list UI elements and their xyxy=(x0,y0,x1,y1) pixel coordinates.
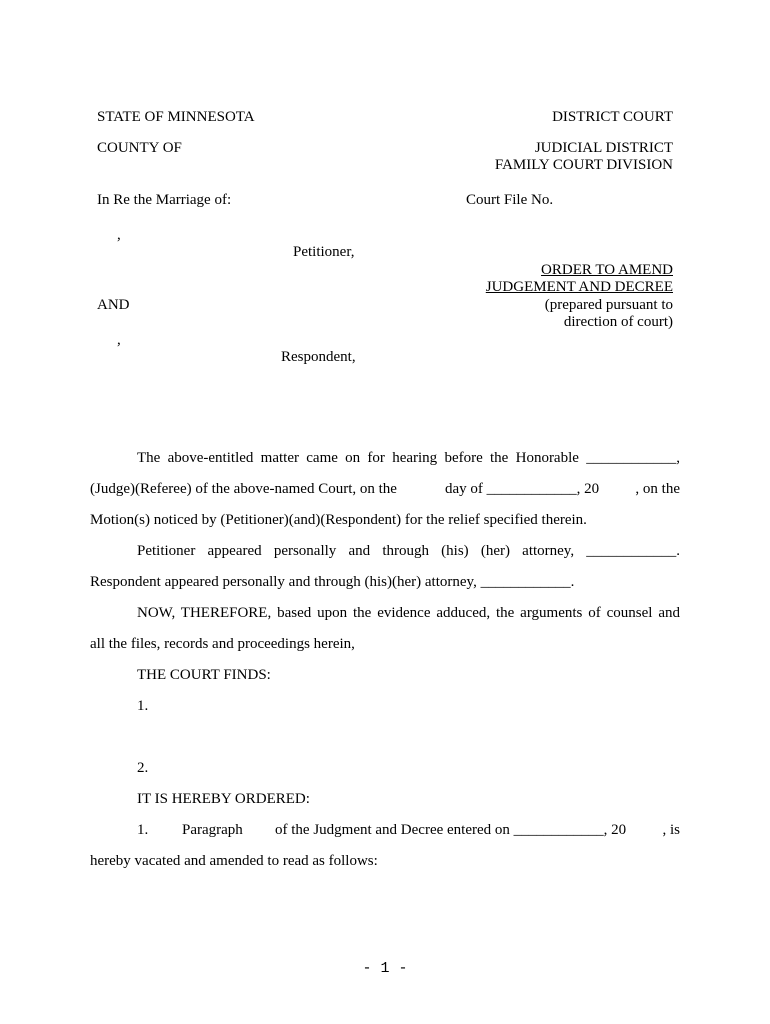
word: came xyxy=(306,450,338,466)
order-1-line-2: hereby vacated and amended to read as follows: xyxy=(90,853,378,869)
word: the xyxy=(490,450,509,466)
court-file-no: Court File No. xyxy=(466,192,554,208)
paragraph-1-line-2c: , on the xyxy=(635,481,680,497)
word: personally xyxy=(273,543,337,559)
word: before xyxy=(444,450,483,466)
petitioner-label: Petitioner, xyxy=(293,244,355,260)
respondent-label: Respondent, xyxy=(281,349,356,365)
attorney-blank: ____________. xyxy=(586,543,680,559)
order-1-text-end: , is xyxy=(662,822,680,838)
word: Honorable xyxy=(515,450,579,466)
title-line-2: JUDGEMENT AND DECREE xyxy=(485,279,673,295)
word: hearing xyxy=(392,450,438,466)
paragraph-2-line-1 xyxy=(137,542,680,560)
court-name: DISTRICT COURT xyxy=(552,109,673,125)
and-label: AND xyxy=(97,297,130,313)
word: The xyxy=(137,450,161,466)
title-line-4: direction of court) xyxy=(563,314,673,330)
order-1-paragraph-word: Paragraph xyxy=(182,822,243,838)
finding-2: 2. xyxy=(137,760,149,776)
finding-1: 1. xyxy=(137,698,149,714)
title-line-1: ORDER TO AMEND xyxy=(541,262,673,278)
order-1-text: of the Judgment and Decree entered on ____________, 20 xyxy=(275,822,627,838)
paragraph-1-line-3: Motion(s) noticed by (Petitioner)(and)(Respondent) for the relief specified therein. xyxy=(90,512,587,528)
ordered-heading: IT IS HEREBY ORDERED: xyxy=(137,791,310,807)
county-label: COUNTY OF xyxy=(97,140,182,156)
state-name: STATE OF MINNESOTA xyxy=(97,109,255,125)
word: on xyxy=(345,450,361,466)
paragraph-3-line-2: all the files, records and proceedings herein, xyxy=(90,636,355,652)
paragraph-1-line-2a: (Judge)(Referee) of the above-named Court, on the xyxy=(90,481,397,497)
paragraph-3-line-1: NOW, THEREFORE, based upon the evidence adduced, the arguments of counsel and xyxy=(137,605,680,621)
word: (her) xyxy=(480,543,510,559)
word: matter xyxy=(260,450,299,466)
word: Petitioner xyxy=(137,543,196,559)
in-re-marriage: In Re the Marriage of: xyxy=(97,192,232,208)
word: attorney, xyxy=(522,543,575,559)
paragraph-1-line-2b: day of ____________, 20 xyxy=(445,481,600,497)
word: (his) xyxy=(441,543,469,559)
word: for xyxy=(367,450,385,466)
paragraph-2-line-2: Respondent appeared personally and through (his)(her) attorney, ____________. xyxy=(90,574,575,590)
petitioner-name-comma: , xyxy=(117,227,121,243)
word: above-entitled xyxy=(167,450,254,466)
respondent-name-comma: , xyxy=(117,332,121,348)
paragraph-1-line-1 xyxy=(137,449,680,467)
court-finds-heading: THE COURT FINDS: xyxy=(137,667,271,683)
court-division: FAMILY COURT DIVISION xyxy=(494,157,673,173)
judicial-district: JUDICIAL DISTRICT xyxy=(534,140,673,156)
judge-blank: ____________, xyxy=(586,450,680,466)
order-1-number: 1. xyxy=(137,822,149,838)
page-number: - 1 - xyxy=(362,960,408,977)
word: appeared xyxy=(207,543,262,559)
word: and xyxy=(348,543,371,559)
word: through xyxy=(382,543,429,559)
title-line-3: (prepared pursuant to xyxy=(544,297,673,313)
